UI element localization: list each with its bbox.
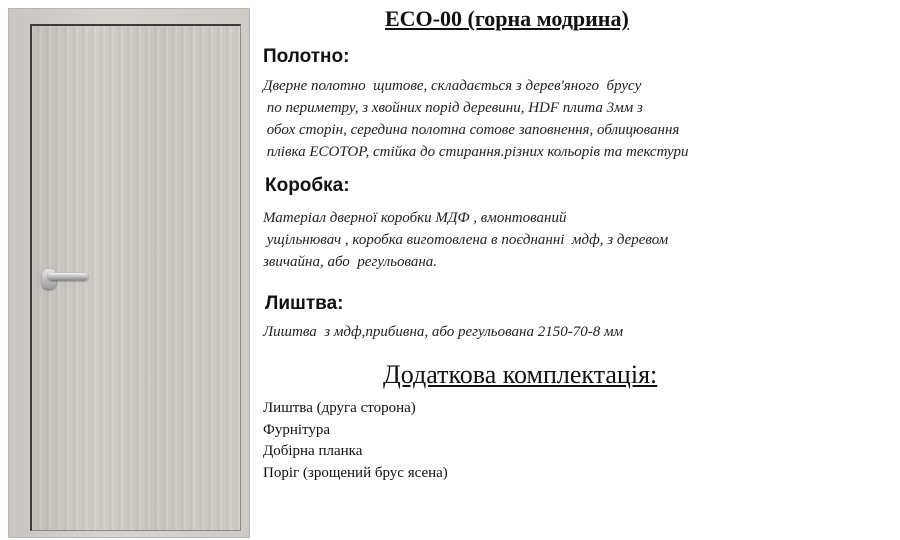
extras-heading: Додаткова комплектація: (383, 360, 658, 389)
body-line: плівка ECOTOP, стійка до стирання.різних кольорів та текстури (263, 144, 689, 160)
body-line: Дверне полотно щитове, складається з дерев'яного брусу (263, 78, 642, 94)
body-line: Матеріал дверної коробки МДФ , вмонтований (263, 210, 567, 226)
page-title: ECO-00 (горна модрина) (385, 6, 629, 31)
extras-list (263, 398, 448, 484)
section-heading-trim: Лиштва: (265, 293, 344, 314)
body-line: по периметру, з хвойних порід деревини, HDF плита 3мм з (263, 100, 643, 116)
door-image (8, 8, 250, 538)
body-line: ущільнювач , коробка виготовлена в поєднанні мдф, з деревом (263, 232, 669, 248)
list-item: Лиштва (друга сторона) (263, 400, 416, 416)
door-lever-handle-icon (48, 273, 88, 280)
list-item: Поріг (зрощений брус ясена) (263, 464, 448, 481)
list-item: Фурнітура (263, 421, 331, 438)
section-body-frame (263, 207, 668, 273)
list-item: Добірна планка (263, 443, 363, 459)
section-heading-leaf: Полотно: (263, 46, 350, 67)
body-line: Лиштва з мдф,прибивна, або регульована 2150-70-8 мм (263, 324, 624, 340)
body-line: звичайна, або регульована. (263, 254, 438, 270)
section-body-trim (263, 321, 623, 343)
section-body-leaf (263, 75, 689, 163)
body-line: обох сторін, середина полотна сотове заповнення, облицювання (263, 122, 680, 138)
section-heading-frame: Коробка: (265, 175, 350, 196)
